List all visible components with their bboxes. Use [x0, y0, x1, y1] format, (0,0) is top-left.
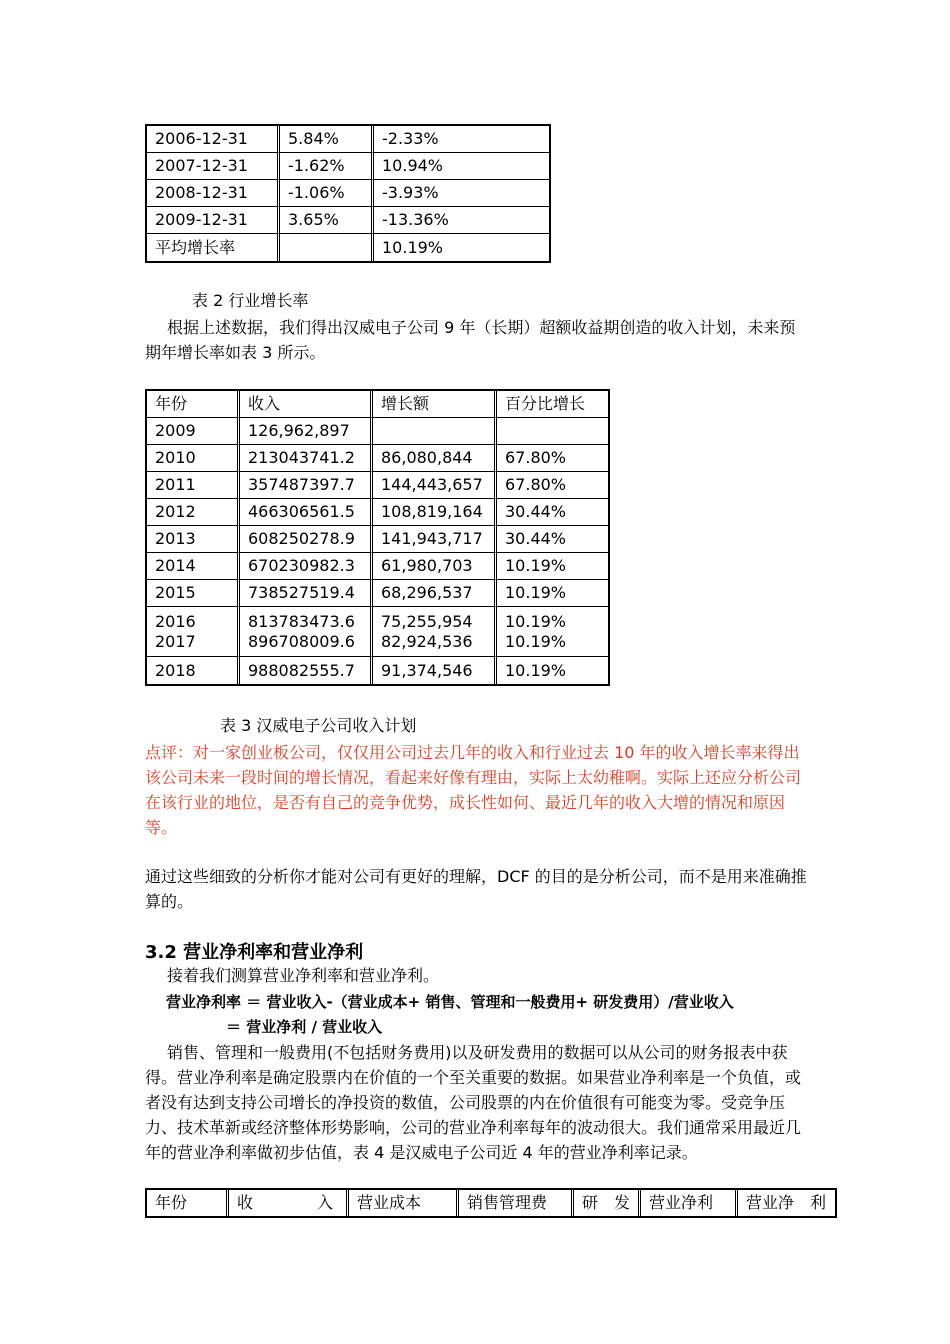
- table-cell: [280, 234, 374, 261]
- table-cell: 30.44%: [497, 499, 608, 526]
- merged-cell-line: 2017: [155, 631, 196, 651]
- table-cell: 2011: [147, 472, 240, 499]
- table-cell: 357487397.7: [240, 472, 373, 499]
- intro-paragraph: 根据上述数据，我们得出汉威电子公司 9 年（长期）超额收益期创造的收入计划，未来预期年增长率如表 3 所示。: [145, 318, 796, 362]
- table-cell: 91,374,546: [373, 657, 497, 684]
- table-cell: 68,296,537: [373, 580, 497, 607]
- formula-line-1: 营业净利率 ＝ 营业收入-（营业成本+ 销售、管理和一般费用+ 研发费用）/营业收入: [166, 993, 734, 1011]
- table-cell: 67.80%: [497, 445, 608, 472]
- table-row: [147, 126, 549, 153]
- table-cell: 108,819,164: [373, 499, 497, 526]
- table-cell: 10.19%: [497, 553, 608, 580]
- table-row: [147, 607, 608, 657]
- table-cell: 2012: [147, 499, 240, 526]
- table-cell: 61,980,703: [373, 553, 497, 580]
- merged-cell: [147, 607, 240, 657]
- table-cell: 2007-12-31: [147, 153, 280, 180]
- column-header: 年份: [147, 391, 240, 418]
- table-row: [147, 180, 549, 207]
- table-cell: 10.94%: [374, 153, 549, 180]
- merged-cell-line: 82,924,536: [381, 631, 473, 651]
- table-cell: 3.65%: [280, 207, 374, 234]
- table-cell: 平均增长率: [147, 234, 280, 261]
- table-cell: [373, 418, 497, 445]
- table-cell: -13.36%: [374, 207, 549, 234]
- table-cell: -1.62%: [280, 153, 374, 180]
- table-cell: 10.19%: [505, 660, 567, 680]
- table-cell: 670230982.3: [240, 553, 373, 580]
- operating-margin-table: [145, 1188, 837, 1218]
- table-cell: 2015: [147, 580, 240, 607]
- merged-cell: [373, 607, 497, 657]
- table-row: [147, 234, 549, 261]
- merged-cell: [240, 607, 373, 657]
- table-cell: 2010: [147, 445, 240, 472]
- table-row: [147, 418, 608, 445]
- table-cell: 141,943,717: [373, 526, 497, 553]
- table-cell: 126,962,897: [240, 418, 373, 445]
- column-header: 增长额: [373, 391, 497, 418]
- table-row: [147, 553, 608, 580]
- merged-cell-line: 2016: [155, 611, 196, 631]
- table-cell: 466306561.5: [240, 499, 373, 526]
- section-heading: 3.2 营业净利率和营业净利: [145, 942, 364, 963]
- table-cell: [497, 418, 608, 445]
- table-row: [147, 445, 608, 472]
- column-header: 营业净 利: [746, 1193, 827, 1212]
- table-cell: 608250278.9: [240, 526, 373, 553]
- section-body: 销售、管理和一般费用(不包括财务费用)以及研发费用的数据可以从公司的财务报表中获得。营业净利率是确定股票内在价值的一个至关重要的数据。如果营业净利率是一个负值，或者没有达到支持公司增长的净投资的数值，公司股票的内在价值很有可能变为零。受竞争压力、技术革新或经济整体形势影响，公司的营业净利率每年的波动很大。我们通常采用最近几年的营业净利率做初步估值，表 4 是汉威电子公司近 4 年的营业净利率记录。: [145, 1043, 802, 1162]
- table-row: [147, 391, 608, 418]
- table-cell: 2013: [147, 526, 240, 553]
- merged-cell-line: 10.19%: [505, 631, 567, 651]
- column-header: 百分比增长: [497, 391, 608, 418]
- table-row: [147, 657, 608, 684]
- table-cell: 10.19%: [382, 237, 444, 257]
- column-header: 销售管理费: [459, 1190, 574, 1216]
- table-cell: 2009: [147, 418, 240, 445]
- industry-growth-table: [145, 124, 551, 263]
- table-row: [147, 1190, 835, 1216]
- column-header: 营业成本: [349, 1190, 459, 1216]
- table2-caption: 表 2 行业增长率: [192, 291, 309, 310]
- table-row: [147, 207, 549, 234]
- merged-cell-line: 896708009.6: [248, 631, 355, 651]
- table-cell: 2014: [147, 553, 240, 580]
- table-cell: 738527519.4: [240, 580, 373, 607]
- table3-caption: 表 3 汉威电子公司收入计划: [220, 716, 417, 735]
- formula-line-2: ＝ 营业净利 / 营业收入: [226, 1018, 383, 1036]
- table-cell: -2.33%: [374, 126, 549, 153]
- column-header: 收 入: [229, 1190, 349, 1216]
- merged-cell-line: 10.19%: [505, 611, 567, 631]
- column-header: 收入: [240, 391, 373, 418]
- column-header: 研 发: [574, 1190, 641, 1216]
- column-header: 年份: [147, 1190, 229, 1216]
- table-cell: 2008-12-31: [147, 180, 280, 207]
- table-cell: 5.84%: [280, 126, 374, 153]
- section-lead: 接着我们测算营业净利率和营业净利。: [167, 966, 440, 985]
- table-cell: 30.44%: [497, 526, 608, 553]
- revenue-plan-table: [145, 389, 610, 686]
- table-cell: 86,080,844: [373, 445, 497, 472]
- table-cell: 213043741.2: [240, 445, 373, 472]
- table-row: [147, 580, 608, 607]
- table-cell: 988082555.7: [240, 657, 373, 684]
- table-row: [147, 472, 608, 499]
- table-cell: 144,443,657: [373, 472, 497, 499]
- table-cell: -3.93%: [374, 180, 549, 207]
- table-cell: 10.19%: [497, 580, 608, 607]
- table-row: [147, 526, 608, 553]
- table-cell: -1.06%: [280, 180, 374, 207]
- table-row: [147, 153, 549, 180]
- table-cell: 2018: [147, 657, 240, 684]
- table-cell: 67.80%: [497, 472, 608, 499]
- column-header: 营业净利: [641, 1190, 738, 1216]
- table-cell: 2009-12-31: [147, 207, 280, 234]
- table-row: [147, 499, 608, 526]
- merged-cell: [497, 607, 608, 657]
- comment-paragraph: 点评：对一家创业板公司，仅仅用公司过去几年的收入和行业过去 10 年的收入增长率来得出该公司未来一段时间的增长情况，看起来好像有理由，实际上太幼稚啊。实际上还应分析公司在该行业的地位，是否有自己的竞争优势，成长性如何、最近几年的收入大增的情况和原因等。: [145, 743, 802, 837]
- dcf-paragraph: 通过这些细致的分析你才能对公司有更好的理解，DCF 的目的是分析公司，而不是用来准确推算的。: [145, 867, 807, 911]
- table-cell: 2006-12-31: [147, 126, 280, 153]
- merged-cell-line: 75,255,954: [381, 611, 473, 631]
- merged-cell-line: 813783473.6: [248, 611, 355, 631]
